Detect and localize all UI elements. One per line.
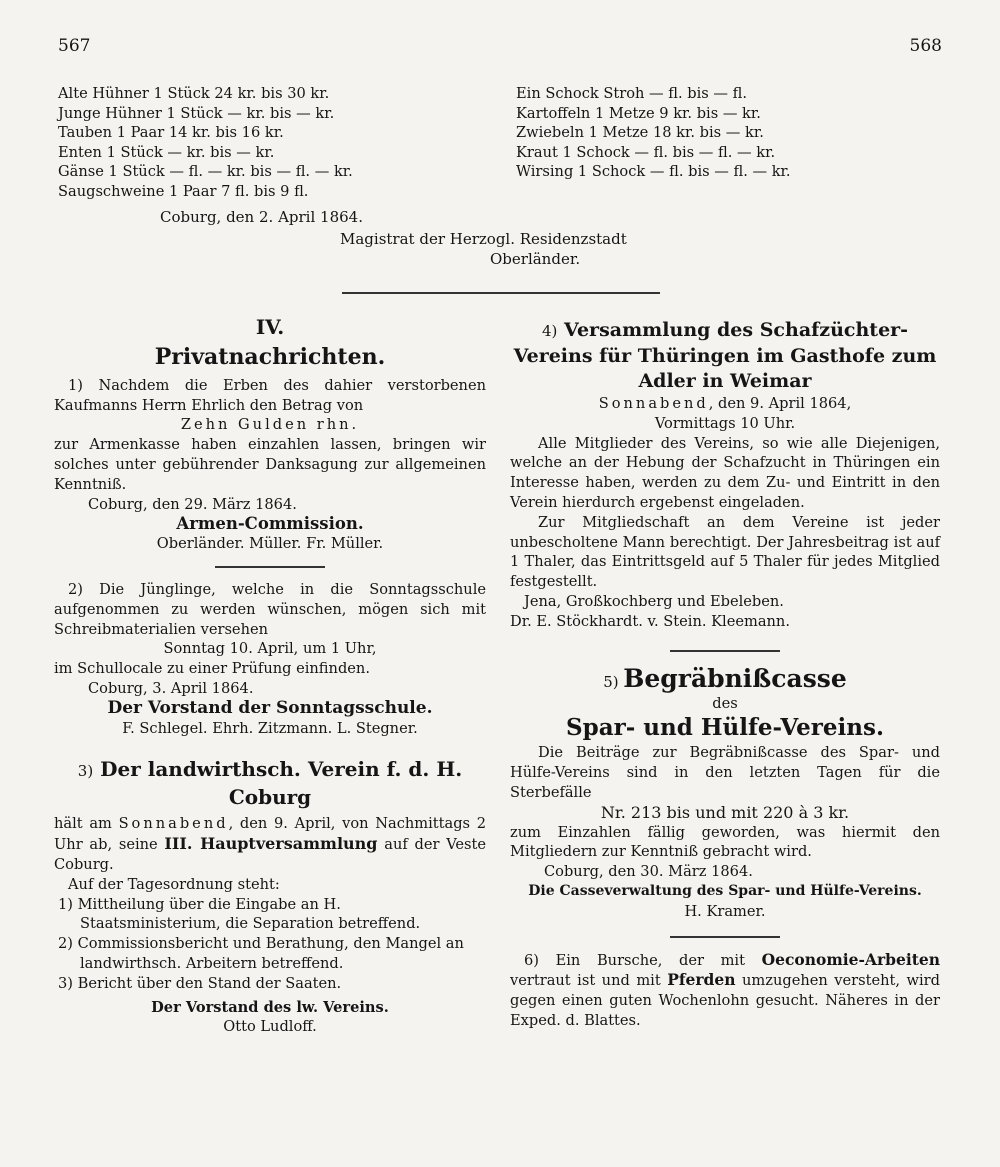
notice-5-range: Nr. 213 bis und mit 220 à 3 kr. (600, 802, 850, 822)
notice-5-number: 5) (603, 672, 619, 691)
price-line: Junge Hühner 1 Stück — kr. bis — kr. (58, 104, 335, 122)
agenda-item: 3) Bericht über den Stand der Saaten. (58, 974, 342, 992)
notice-5-name: H. Kramer. (684, 902, 766, 920)
notice-4-paragraph-1: Alle Mitglieder des Vereins, so wie alle Diejenigen, welche an der Hebung der Schafzucht in Thüringen ein Interesse haben, werden zu dem Zu- und Eintritt in den Verein hierdurch ergebenst eingeladen. (510, 434, 940, 511)
price-line: Ein Schock Stroh — fl. bis — fl. (516, 85, 748, 102)
notice-5-subtitle: Spar- und Hülfe-Vereins. (566, 714, 884, 742)
notice-3-title: Der landwirthsch. Verein f. d. H. Coburg (100, 757, 463, 810)
market-date-line: Coburg, den 2. April 1864. (160, 208, 363, 226)
price-line: Enten 1 Stück — kr. bis — kr. (58, 143, 275, 161)
notice-3-assembly: III. Hauptversammlung (164, 834, 378, 854)
notice-3-agenda-intro: Auf der Tagesordnung steht: (68, 875, 280, 893)
market-authority: Magistrat der Herzogl. Residenzstadt (340, 230, 627, 248)
notice-2-date: Coburg, 3. April 1864. (88, 679, 254, 697)
page-number-left: 567 (58, 36, 91, 56)
section-numeral: IV. (255, 315, 285, 339)
notice-5-paragraph-2: zum Einzahlen fällig geworden, was hiermit den Mitgliedern zur Kenntniß gebracht wird. (510, 823, 940, 861)
notice-4-number: 4) (541, 322, 558, 340)
notice-1-text-2: zur Armenkasse haben einzahlen lassen, bringen wir solches unter gebührender Danksagung zur allgemeinen Kenntniß. (54, 436, 486, 493)
notice-2-time: Sonntag 10. April, um 1 Uhr, (163, 640, 377, 658)
notice-1-date: Coburg, den 29. März 1864. (88, 495, 297, 513)
notice-1-names: Oberländer. Müller. Fr. Müller. (156, 535, 384, 553)
notice-4-title: Versammlung des Schafzüchter-Vereins für Thüringen im Gasthofe zum Adler in Weimar (513, 319, 937, 392)
notice-4-date-text: , den 9. April 1864, (708, 395, 852, 412)
notice-divider (215, 566, 325, 568)
price-line: Alte Hühner 1 Stück 24 kr. bis 30 kr. (58, 85, 330, 102)
price-line: Kraut 1 Schock — fl. bis — fl. — kr. (516, 143, 776, 161)
section-title: Privatnachrichten. (154, 343, 386, 370)
agenda-item: 1) Mittheilung über die Eingabe an H. Staatsministerium, die Separation betreffend. (58, 895, 421, 933)
notice-3-body: Der Vorstand des lw. Vereins. (151, 998, 389, 1016)
notice-2-place: im Schullocale zu einer Prüfung einfinden. (54, 660, 370, 678)
notice-3-name: Otto Ludloff. (223, 1018, 317, 1036)
page-number-right: 568 (909, 36, 942, 56)
notice-6-emph: Oeconomie-Arbeiten (761, 949, 940, 969)
notice-6-text: 6) Ein Bursche, der mit (524, 951, 745, 969)
notice-4-paragraph-2: Zur Mitgliedschaft an dem Vereine ist jeder unbescholtene Mann berechtigt. Der Jahresbeitrag ist auf 1 Thaler, das Eintrittsgeld auf 5 Thaler für jedes Mitglied festgestellt. (510, 513, 940, 591)
price-line: Gänse 1 Stück — fl. — kr. bis — fl. — kr. (58, 163, 353, 181)
notice-1-amount: Zehn Gulden rhn. (180, 416, 360, 434)
notice-1-text: 1) Nachdem die Erben des dahier verstorbenen Kaufmanns Herrn Ehrlich den Betrag von (54, 376, 486, 414)
notice-5-paragraph-1: Die Beiträge zur Begräbnißcasse des Spar- und Hülfe-Vereins sind in den letzten Tagen für die Sterbefälle (510, 744, 940, 801)
notice-6-paragraph (510, 950, 940, 1031)
notice-divider (670, 650, 780, 652)
notice-2-body: Der Vorstand der Sonntagsschule. (107, 697, 433, 718)
notice-6-text: umzugehen versteht, wird gegen einen guten Wochenlohn gesucht. Näheres in der Exped. d. Blattes. (510, 972, 940, 1029)
agenda-item: 2) Commissionsbericht und Berathung, den Mangel an landwirthsch. Arbeitern betreffend. (58, 935, 464, 972)
notice-5-date: Coburg, den 30. März 1864. (544, 863, 753, 881)
notice-6-emph: Pferden (667, 970, 736, 990)
price-line: Wirsing 1 Schock — fl. bis — fl. — kr. (516, 163, 791, 181)
notice-3-text: auf der Veste Coburg. (54, 836, 487, 873)
price-line: Saugschweine 1 Paar 7 fl. bis 9 fl. (58, 182, 309, 200)
notice-4-names: Dr. E. Stöckhardt. v. Stein. Kleemann. (510, 612, 790, 630)
notice-4-time: Vormittags 10 Uhr. (654, 414, 796, 432)
price-list-right (516, 84, 936, 182)
price-line: Tauben 1 Paar 14 kr. bis 16 kr. (58, 124, 284, 142)
notice-4-date (510, 394, 940, 414)
notice-3-paragraph (54, 814, 486, 874)
right-column (510, 318, 940, 1031)
notice-4-heading (510, 318, 940, 394)
notice-3-heading (54, 756, 486, 810)
notice-2-names: F. Schlegel. Ehrh. Zitzmann. L. Stegner. (122, 719, 418, 737)
notice-5-des: des (712, 694, 738, 712)
market-signer: Oberländer. (490, 250, 581, 268)
notice-2-text: 2) Die Jünglinge, welche in die Sonntagsschule aufgenommen zu werden wünschen, mögen sich mit Schreibmaterialien versehen (54, 580, 486, 638)
price-line: Zwiebeln 1 Metze 18 kr. bis — kr. (516, 124, 764, 142)
notice-4-day: Sonnabend (598, 395, 709, 412)
notice-6-text: vertraut ist und mit (510, 972, 661, 990)
price-line: Kartoffeln 1 Metze 9 kr. bis — kr. (516, 104, 761, 122)
notice-5-body: Die Casseverwaltung des Spar- und Hülfe-Vereins. (528, 882, 922, 899)
notice-5-title: Begräbnißcasse (623, 663, 847, 693)
notice-3-number: 3) (77, 762, 94, 781)
notice-3-text: hält am (54, 815, 112, 833)
price-list-left (58, 84, 498, 202)
notice-3-text: , den 9. April, von Nachmittags 2 Uhr ab, seine (54, 815, 487, 854)
notice-1-body: Armen-Commission. (176, 514, 364, 534)
section-divider (342, 292, 660, 294)
left-column (54, 315, 487, 1037)
notice-4-places: Jena, Großkochberg und Ebeleben. (524, 592, 784, 610)
notice-divider (670, 936, 780, 938)
notice-3-day: Sonnabend (118, 815, 229, 833)
notice-5-heading (510, 664, 940, 694)
